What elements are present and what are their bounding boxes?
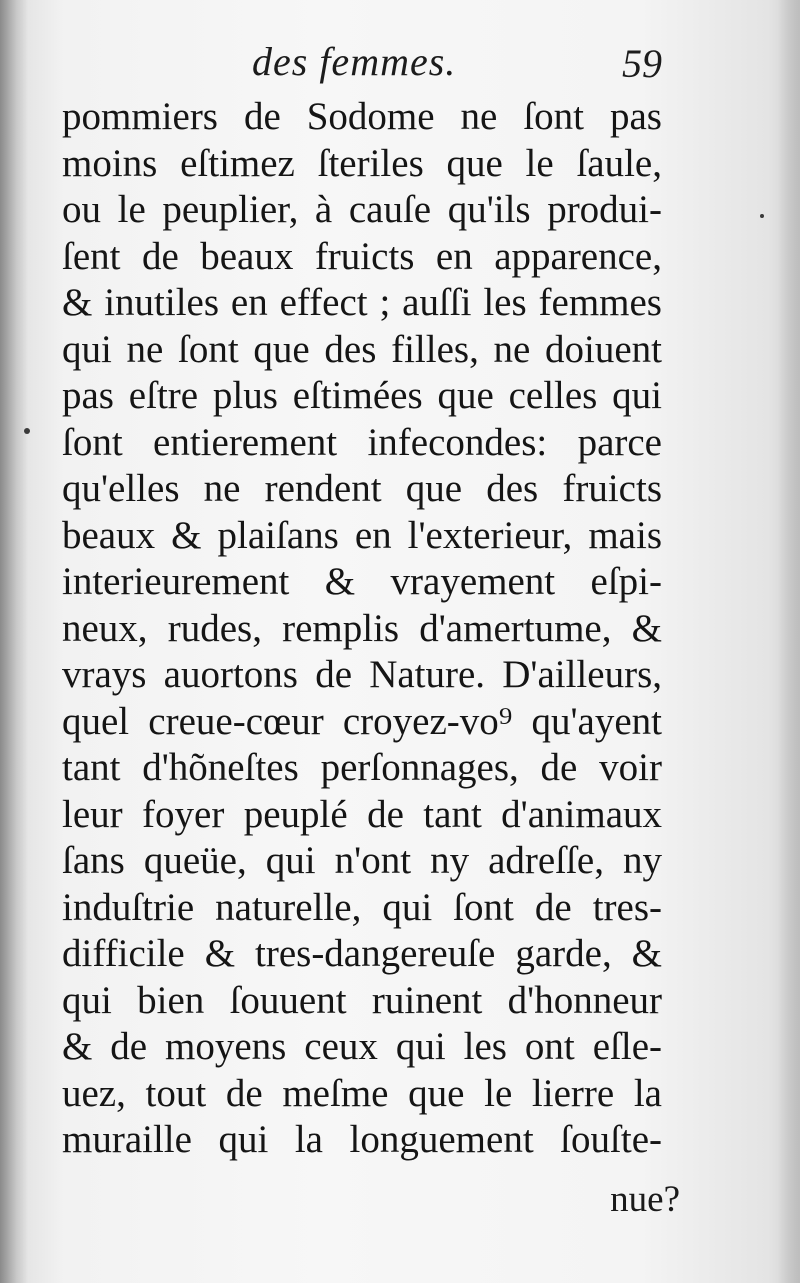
text-line: beaux & plaiſans en l'exterieur, mais [62, 513, 662, 557]
text-line: difficile & tres-dangereuſe garde, & [62, 932, 662, 975]
page-number: 59 [622, 41, 662, 86]
page-header [62, 38, 662, 98]
text-line: moins eſtimez ſteriles que le ſaule, [62, 141, 662, 185]
text-line: interieurement & vrayement eſpi- [62, 560, 662, 603]
body-text [62, 94, 662, 1164]
text-line: ſans queüe, qui n'ont ny adreſſe, ny [62, 839, 662, 882]
page-edge-shadow [778, 0, 800, 1283]
text-line: neux, rudes, remplis d'amertume, & [62, 606, 662, 650]
text-line: & inutiles en effect ; auſſi les femmes [62, 281, 662, 324]
ink-speck [760, 214, 764, 218]
text-line: quel creue-cœur croyez-vo⁹ qu'ayent [62, 699, 662, 743]
text-line: tant d'hõneſtes perſonnages, de voir [62, 746, 662, 789]
text-line: ſont entierement infecondes: parce [62, 420, 662, 464]
text-line: qui ne ſont que des filles, ne doiuent [62, 327, 662, 371]
text-line: vrays auortons de Nature. D'ailleurs, [62, 653, 662, 696]
text-line: ſent de beaux fruicts en apparence, [62, 234, 662, 278]
text-line: qui bien ſouuent ruinent d'honneur [62, 978, 662, 1022]
text-line: ou le peuplier, à cauſe qu'ils produi- [62, 188, 662, 231]
text-line: leur foyer peuplé de tant d'animaux [62, 792, 662, 836]
text-line: muraille qui la longuement ſouſte- [62, 1118, 662, 1161]
text-line: pommiers de Sodome ne ſont pas [62, 95, 662, 138]
running-head: des femmes. [252, 39, 457, 84]
catchword: nue? [610, 1179, 680, 1220]
text-line: pas eſtre plus eſtimées que celles qui [62, 374, 662, 417]
text-line: & de moyens ceux qui les ont eſle- [62, 1025, 662, 1068]
text-line: induſtrie naturelle, qui ſont de tres- [62, 885, 662, 929]
text-line: uez, tout de meſme que le lierre la [62, 1071, 662, 1115]
ink-speck [24, 428, 30, 434]
page-gutter-shadow [0, 0, 28, 1283]
text-line: qu'elles ne rendent que des fruicts [62, 467, 662, 510]
